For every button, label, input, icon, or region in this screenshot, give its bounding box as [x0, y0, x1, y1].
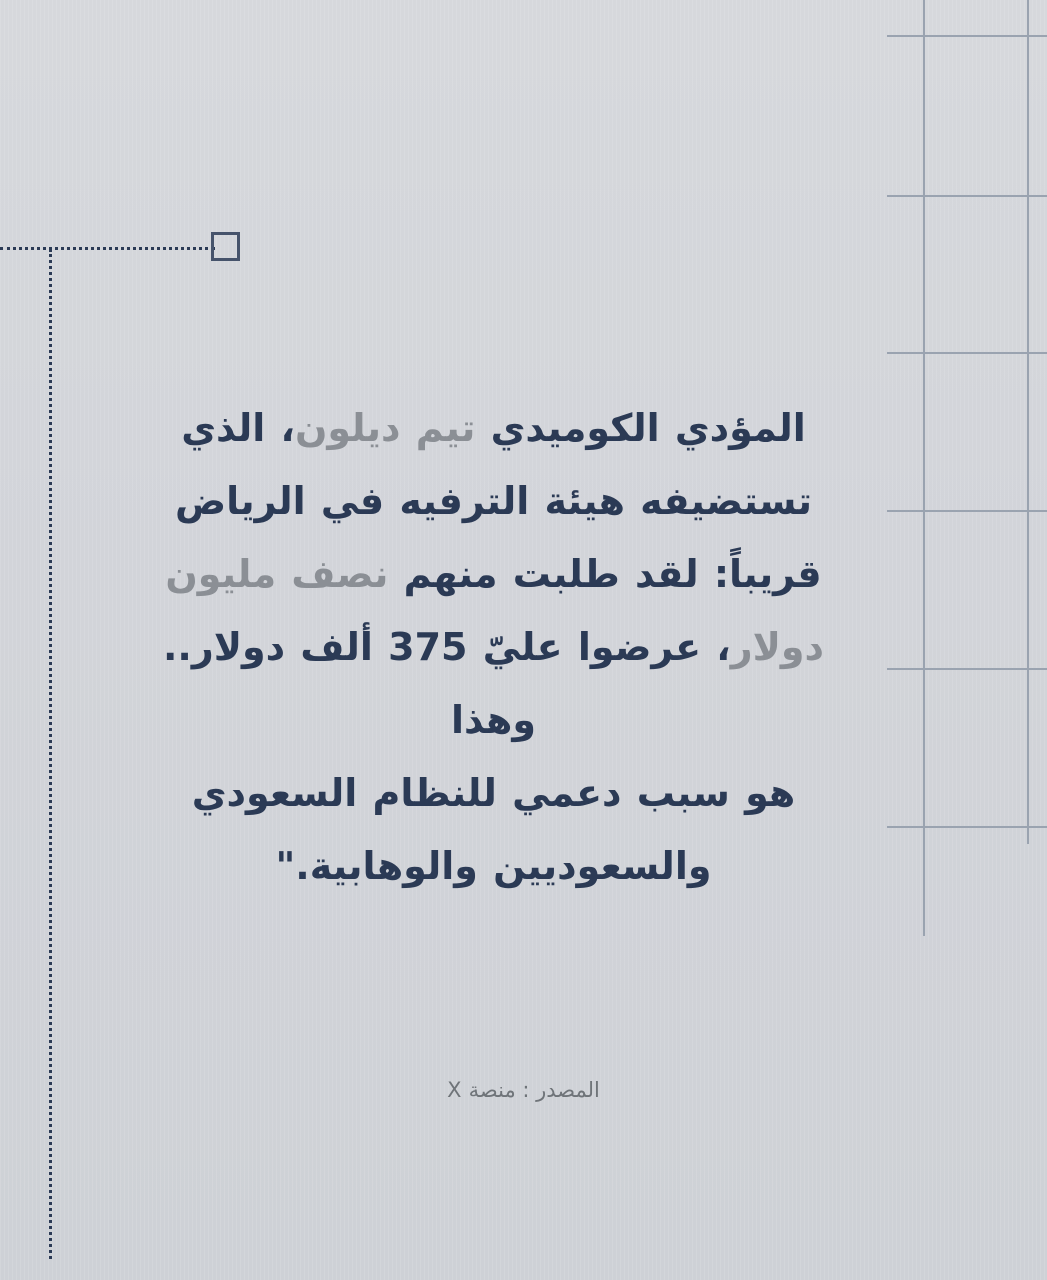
quote-segment: ، عرضوا عليّ 375 ألف دولار.. وهذا: [162, 624, 731, 742]
quote-segment: ، الذي: [181, 406, 295, 450]
grid-horizontal-line-1: [887, 35, 1047, 37]
quote-segment: تيم ديلون: [294, 406, 476, 450]
quote-segment: هو سبب دعمي للنظام السعودي: [191, 770, 796, 815]
grid-horizontal-line-3: [887, 352, 1047, 354]
grid-vertical-line-1: [923, 0, 925, 936]
quote-text: [120, 392, 867, 903]
dotted-vertical-rule: [49, 249, 52, 1259]
grid-horizontal-line-5: [887, 668, 1047, 670]
quote-line: [120, 465, 867, 538]
quote-line: [120, 538, 867, 611]
quote-segment: نصف مليون: [165, 551, 389, 596]
quote-segment: قريباً: لقد طلبت منهم: [388, 551, 822, 596]
square-outline-icon: [211, 232, 240, 261]
quote-line: [120, 830, 867, 903]
quote-line: [120, 392, 867, 465]
source-label: المصدر : منصة X: [447, 1078, 600, 1102]
grid-horizontal-line-2: [887, 195, 1047, 197]
quote-line: [120, 757, 867, 830]
dotted-horizontal-rule: [0, 247, 215, 250]
quote-segment: المؤدي الكوميدي: [475, 406, 806, 450]
quote-line: [120, 611, 867, 757]
grid-horizontal-line-6: [887, 826, 1047, 828]
grid-horizontal-line-4: [887, 510, 1047, 512]
grid-vertical-line-2: [1027, 0, 1029, 844]
quote-segment: تستضيفه هيئة الترفيه في الرياض: [175, 478, 812, 523]
quote-segment: والسعوديين والوهابية.": [275, 843, 712, 888]
quote-segment: دولار: [730, 624, 824, 669]
